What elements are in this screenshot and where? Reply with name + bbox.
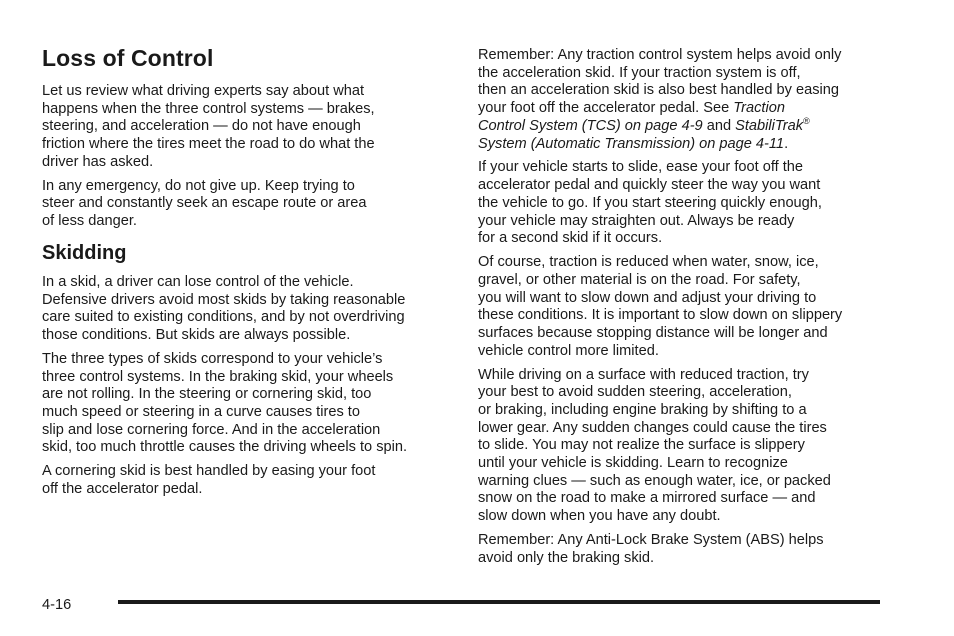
intro-paragraph bbox=[42, 83, 452, 172]
text-line: accelerator pedal and quickly steer the way you want bbox=[478, 177, 821, 194]
text-fragment: your foot off the accelerator pedal. See bbox=[478, 100, 734, 117]
text-line: If your vehicle starts to slide, ease your foot off the bbox=[478, 159, 804, 176]
text-line: slow down when you have any doubt. bbox=[478, 508, 721, 525]
text-line: are not rolling. In the steering or cornering skid, too bbox=[42, 386, 372, 403]
reduced-traction-paragraph bbox=[478, 254, 888, 360]
text-line: driver has asked. bbox=[42, 153, 154, 170]
text-fragment: and bbox=[702, 117, 736, 134]
text-line bbox=[478, 115, 888, 136]
text-line: Remember: Any traction control system helps avoid only bbox=[478, 47, 842, 63]
text-line: you will want to slow down and adjust your driving to bbox=[478, 289, 817, 306]
text-line: lower gear. Any sudden changes could cause the tires bbox=[478, 419, 827, 436]
skid-intro-paragraph bbox=[42, 274, 452, 345]
text-line: slip and lose cornering force. And in the acceleration bbox=[42, 421, 381, 438]
text-line: off the accelerator pedal. bbox=[42, 480, 203, 497]
text-line: A cornering skid is best handled by easing your foot bbox=[42, 463, 376, 480]
driving-surface-paragraph bbox=[478, 367, 888, 526]
text-line: While driving on a surface with reduced traction, try bbox=[478, 366, 809, 383]
page-number: 4-16 bbox=[42, 597, 72, 613]
section-title: Loss of Control bbox=[42, 45, 214, 71]
text-line: Let us review what driving experts say about what bbox=[42, 83, 365, 99]
text-line: three control systems. In the braking skid, your wheels bbox=[42, 368, 394, 385]
text-line bbox=[478, 136, 888, 154]
text-line: In a skid, a driver can lose control of the vehicle. bbox=[42, 273, 354, 290]
tcs-reference-link-cont[interactable]: Control System (TCS) on page 4-9 bbox=[478, 117, 703, 134]
text-line: much speed or steering in a curve causes tires to bbox=[42, 403, 360, 420]
text-line: warning clues — such as enough water, ice, or packed bbox=[478, 472, 831, 489]
subsection-title: Skidding bbox=[42, 241, 127, 264]
footer-rule bbox=[118, 600, 880, 604]
traction-control-paragraph bbox=[478, 47, 888, 153]
text-line: steer and constantly seek an escape route or area bbox=[42, 195, 367, 212]
text-line bbox=[478, 100, 888, 118]
text-line: vehicle control more limited. bbox=[478, 342, 659, 359]
text-line: these conditions. It is important to slow down on slippery bbox=[478, 307, 843, 324]
text-line: Defensive drivers avoid most skids by taking reasonable bbox=[42, 291, 406, 308]
right-column bbox=[478, 47, 888, 574]
text-line: then an acceleration skid is also best handled by easing bbox=[478, 82, 840, 99]
text-line: care suited to existing conditions, and by not overdriving bbox=[42, 309, 405, 326]
text-line: surfaces because stopping distance will be longer and bbox=[478, 324, 828, 341]
text-line: Of course, traction is reduced when water, snow, ice, bbox=[478, 254, 819, 271]
tcs-reference-link[interactable]: Traction bbox=[733, 100, 785, 117]
text-line: those conditions. But skids are always possible. bbox=[42, 326, 351, 343]
slide-paragraph bbox=[478, 159, 888, 248]
registered-mark: ® bbox=[803, 115, 810, 126]
text-line: to slide. You may not realize the surface is slippery bbox=[478, 437, 805, 454]
text-line: skid, too much throttle causes the driving wheels to spin. bbox=[42, 439, 408, 456]
text-line: Remember: Any Anti-Lock Brake System (ABS) helps bbox=[478, 532, 824, 549]
text-line: friction where the tires meet the road to do what the bbox=[42, 136, 375, 153]
cornering-skid-paragraph bbox=[42, 463, 452, 498]
abs-paragraph bbox=[478, 532, 888, 567]
text-fragment: . bbox=[784, 135, 789, 152]
text-line: your vehicle may straighten out. Always be ready bbox=[478, 212, 795, 229]
text-line: until your vehicle is skidding. Learn to recognize bbox=[478, 455, 788, 472]
text-line: steering, and acceleration — do not have enough bbox=[42, 118, 361, 135]
left-column bbox=[42, 44, 452, 505]
text-line: happens when the three control systems — brakes, bbox=[42, 100, 375, 117]
text-line: avoid only the braking skid. bbox=[478, 549, 655, 566]
stabilitrak-reference-link[interactable]: StabiliTrak bbox=[735, 117, 803, 134]
text-line: gravel, or other material is on the road. For safety, bbox=[478, 271, 801, 288]
emergency-paragraph bbox=[42, 178, 452, 231]
text-line: the vehicle to go. If you start steering quickly enough, bbox=[478, 194, 822, 211]
skid-types-paragraph bbox=[42, 351, 452, 457]
text-line: of less danger. bbox=[42, 213, 137, 230]
text-line: snow on the road to make a mirrored surface — and bbox=[478, 490, 816, 507]
text-line: your best to avoid sudden steering, acceleration, bbox=[478, 384, 792, 401]
stabilitrak-reference-link-cont[interactable]: System (Automatic Transmission) on page 4-11 bbox=[478, 135, 785, 152]
text-line: or braking, including engine braking by shifting to a bbox=[478, 401, 807, 418]
text-line: The three types of skids correspond to your vehicle’s bbox=[42, 350, 383, 367]
text-line: for a second skid if it occurs. bbox=[478, 230, 663, 247]
text-line: In any emergency, do not give up. Keep trying to bbox=[42, 177, 355, 194]
text-line: the acceleration skid. If your traction system is off, bbox=[478, 64, 801, 81]
